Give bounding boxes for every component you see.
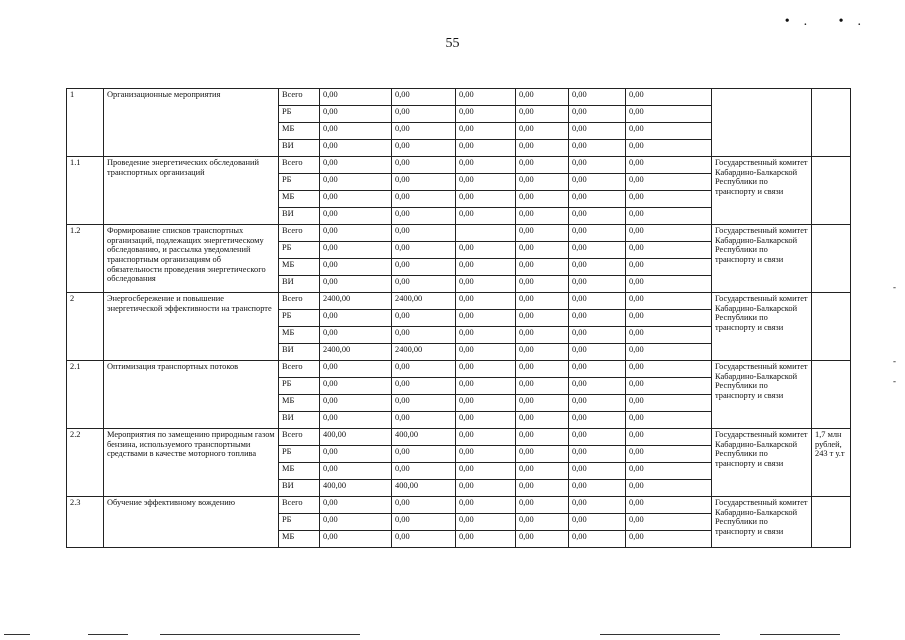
funding-amount: 0,00 (456, 310, 516, 327)
funding-amount: 0,00 (392, 446, 456, 463)
funding-amount: 0,00 (392, 242, 456, 259)
measure-number: 2.3 (67, 497, 104, 548)
funding-amount: 0,00 (569, 259, 626, 276)
funding-amount: 0,00 (320, 259, 392, 276)
funding-amount: 0,00 (569, 106, 626, 123)
funding-amount: 0,00 (320, 276, 392, 293)
expected-result (812, 293, 851, 361)
responsible-executor: Государственный комитет Кабардино-Балкарской Республики по транспорту и связи (712, 429, 812, 497)
table-row (67, 225, 851, 242)
funding-amount: 0,00 (626, 259, 712, 276)
funding-amount: 0,00 (320, 89, 392, 106)
funding-amount: 0,00 (569, 514, 626, 531)
funding-source: МБ (279, 191, 320, 208)
funding-amount: 0,00 (392, 157, 456, 174)
funding-amount: 0,00 (569, 327, 626, 344)
funding-amount: 0,00 (392, 497, 456, 514)
measure-name: Обучение эффективному вождению (104, 497, 279, 548)
funding-amount: 0,00 (456, 446, 516, 463)
funding-amount: 0,00 (626, 429, 712, 446)
funding-amount: 0,00 (516, 293, 569, 310)
funding-source: Всего (279, 157, 320, 174)
funding-source: МБ (279, 531, 320, 548)
funding-amount: 0,00 (569, 242, 626, 259)
funding-amount: 0,00 (456, 497, 516, 514)
funding-amount: 0,00 (320, 191, 392, 208)
funding-source: МБ (279, 327, 320, 344)
funding-amount: 0,00 (456, 293, 516, 310)
funding-amount: 0,00 (516, 497, 569, 514)
expected-result (812, 157, 851, 225)
funding-amount: 400,00 (320, 429, 392, 446)
measure-number: 1.2 (67, 225, 104, 293)
funding-amount: 0,00 (626, 344, 712, 361)
funding-amount: 0,00 (569, 395, 626, 412)
funding-amount: 0,00 (516, 310, 569, 327)
funding-source: ВИ (279, 412, 320, 429)
funding-source: РБ (279, 310, 320, 327)
funding-amount: 0,00 (516, 361, 569, 378)
funding-amount: 0,00 (392, 174, 456, 191)
measure-name: Оптимизация транспортных потоков (104, 361, 279, 429)
funding-amount: 0,00 (320, 531, 392, 548)
funding-amount: 0,00 (320, 514, 392, 531)
measure-number: 1.1 (67, 157, 104, 225)
funding-amount: 0,00 (569, 157, 626, 174)
scan-marks: •. •. (784, 14, 875, 29)
funding-source: Всего (279, 361, 320, 378)
funding-amount: 0,00 (626, 531, 712, 548)
measure-name: Формирование списков транспортных организаций, подлежащих энергетическому обследованию, и рассылка уведомлений транспортным организациям об обязательности проведения энергетического обследования (104, 225, 279, 293)
scan-edge-mark: ‐ (893, 356, 896, 366)
funding-amount: 0,00 (456, 89, 516, 106)
funding-source: Всего (279, 293, 320, 310)
funding-amount: 400,00 (392, 429, 456, 446)
funding-amount: 0,00 (456, 395, 516, 412)
funding-amount: 0,00 (456, 361, 516, 378)
funding-amount: 0,00 (392, 531, 456, 548)
responsible-executor (712, 89, 812, 157)
funding-amount: 0,00 (456, 259, 516, 276)
measure-number: 2.1 (67, 361, 104, 429)
funding-amount: 0,00 (392, 327, 456, 344)
funding-amount: 0,00 (516, 242, 569, 259)
funding-source: Всего (279, 225, 320, 242)
funding-amount: 0,00 (456, 412, 516, 429)
funding-amount: 0,00 (569, 276, 626, 293)
funding-amount: 0,00 (516, 225, 569, 242)
funding-amount: 0,00 (516, 259, 569, 276)
funding-amount: 0,00 (569, 174, 626, 191)
responsible-executor: Государственный комитет Кабардино-Балкарской Республики по транспорту и связи (712, 293, 812, 361)
funding-amount: 0,00 (320, 157, 392, 174)
funding-amount: 2400,00 (320, 293, 392, 310)
funding-source: МБ (279, 463, 320, 480)
funding-amount: 0,00 (569, 412, 626, 429)
funding-source: РБ (279, 174, 320, 191)
funding-amount: 0,00 (569, 361, 626, 378)
funding-amount: 0,00 (626, 123, 712, 140)
measure-name: Мероприятия по замещению природным газом бензина, используемого транспортными средствами в качестве моторного топлива (104, 429, 279, 497)
funding-amount: 0,00 (456, 276, 516, 293)
funding-amount: 0,00 (516, 514, 569, 531)
funding-amount: 0,00 (456, 208, 516, 225)
table-row (67, 361, 851, 378)
funding-amount: 0,00 (456, 123, 516, 140)
funding-amount: 0,00 (626, 140, 712, 157)
funding-amount: 0,00 (392, 106, 456, 123)
funding-amount: 2400,00 (392, 293, 456, 310)
expected-result (812, 497, 851, 548)
funding-amount: 0,00 (626, 480, 712, 497)
funding-amount: 0,00 (392, 208, 456, 225)
funding-amount: 0,00 (516, 378, 569, 395)
funding-source: РБ (279, 378, 320, 395)
funding-amount: 0,00 (320, 395, 392, 412)
funding-amount: 0,00 (320, 106, 392, 123)
funding-source: Всего (279, 497, 320, 514)
funding-amount: 0,00 (516, 395, 569, 412)
funding-amount: 0,00 (626, 191, 712, 208)
funding-amount: 0,00 (569, 293, 626, 310)
table-row (67, 497, 851, 514)
funding-amount: 0,00 (626, 361, 712, 378)
measures-table (66, 88, 851, 548)
funding-amount: 0,00 (456, 157, 516, 174)
funding-source: ВИ (279, 480, 320, 497)
table-row (67, 429, 851, 446)
funding-amount: 0,00 (516, 531, 569, 548)
expected-result (812, 225, 851, 293)
funding-amount: 0,00 (516, 174, 569, 191)
funding-amount: 0,00 (569, 191, 626, 208)
funding-amount: 0,00 (456, 344, 516, 361)
funding-amount: 0,00 (626, 276, 712, 293)
funding-amount: 0,00 (516, 276, 569, 293)
funding-source: МБ (279, 123, 320, 140)
funding-amount: 0,00 (626, 174, 712, 191)
measure-number: 2 (67, 293, 104, 361)
funding-source: Всего (279, 429, 320, 446)
funding-amount (456, 225, 516, 242)
funding-amount: 0,00 (456, 174, 516, 191)
funding-amount: 0,00 (626, 446, 712, 463)
funding-amount: 0,00 (392, 123, 456, 140)
table-row (67, 157, 851, 174)
funding-source: ВИ (279, 140, 320, 157)
table-row (67, 293, 851, 310)
funding-amount: 0,00 (320, 446, 392, 463)
funding-amount: 0,00 (320, 242, 392, 259)
funding-amount: 0,00 (392, 361, 456, 378)
scan-edge-mark: ‐ (893, 376, 896, 386)
funding-amount: 0,00 (569, 446, 626, 463)
funding-amount: 0,00 (320, 378, 392, 395)
funding-amount: 400,00 (320, 480, 392, 497)
funding-amount: 0,00 (569, 463, 626, 480)
funding-source: Всего (279, 89, 320, 106)
funding-amount: 0,00 (516, 208, 569, 225)
funding-amount: 0,00 (456, 480, 516, 497)
funding-amount: 0,00 (626, 378, 712, 395)
funding-amount: 0,00 (320, 140, 392, 157)
page-number: 55 (445, 36, 460, 51)
funding-source: МБ (279, 259, 320, 276)
table-body (67, 89, 851, 548)
funding-amount: 0,00 (516, 480, 569, 497)
funding-amount: 2400,00 (392, 344, 456, 361)
expected-result: 1,7 млн рублей, 243 т у.т (812, 429, 851, 497)
funding-amount: 0,00 (456, 191, 516, 208)
funding-amount: 0,00 (626, 412, 712, 429)
measure-number: 1 (67, 89, 104, 157)
funding-amount: 2400,00 (320, 344, 392, 361)
funding-amount: 0,00 (569, 225, 626, 242)
scan-edge-mark: ‐ (893, 282, 896, 292)
measure-number: 2.2 (67, 429, 104, 497)
funding-amount: 0,00 (569, 531, 626, 548)
funding-amount: 0,00 (569, 208, 626, 225)
scan-bottom-lines (0, 633, 905, 637)
funding-amount: 0,00 (516, 123, 569, 140)
funding-amount: 0,00 (516, 106, 569, 123)
funding-amount: 0,00 (320, 174, 392, 191)
funding-source: МБ (279, 395, 320, 412)
funding-amount: 0,00 (516, 327, 569, 344)
funding-amount: 0,00 (569, 310, 626, 327)
funding-amount: 0,00 (626, 497, 712, 514)
funding-amount: 0,00 (516, 89, 569, 106)
expected-result (812, 89, 851, 157)
funding-source: РБ (279, 106, 320, 123)
measure-name: Проведение энергетических обследований транспортных организаций (104, 157, 279, 225)
funding-amount: 0,00 (569, 378, 626, 395)
funding-amount: 0,00 (626, 293, 712, 310)
funding-source: РБ (279, 446, 320, 463)
funding-amount: 0,00 (392, 463, 456, 480)
funding-amount: 0,00 (456, 463, 516, 480)
funding-amount: 400,00 (392, 480, 456, 497)
funding-amount: 0,00 (320, 123, 392, 140)
funding-source: ВИ (279, 208, 320, 225)
funding-amount: 0,00 (392, 259, 456, 276)
funding-amount: 0,00 (516, 446, 569, 463)
funding-amount: 0,00 (626, 310, 712, 327)
expected-result (812, 361, 851, 429)
funding-amount: 0,00 (392, 276, 456, 293)
funding-amount: 0,00 (456, 514, 516, 531)
funding-amount: 0,00 (626, 327, 712, 344)
funding-source: РБ (279, 514, 320, 531)
funding-amount: 0,00 (320, 225, 392, 242)
table-row (67, 89, 851, 106)
funding-amount: 0,00 (392, 191, 456, 208)
funding-amount: 0,00 (392, 412, 456, 429)
funding-amount: 0,00 (456, 531, 516, 548)
funding-amount: 0,00 (626, 395, 712, 412)
responsible-executor: Государственный комитет Кабардино-Балкарской Республики по транспорту и связи (712, 157, 812, 225)
funding-amount: 0,00 (516, 412, 569, 429)
funding-amount: 0,00 (626, 157, 712, 174)
funding-amount: 0,00 (392, 378, 456, 395)
funding-amount: 0,00 (456, 327, 516, 344)
funding-source: РБ (279, 242, 320, 259)
funding-source: ВИ (279, 276, 320, 293)
funding-amount: 0,00 (456, 140, 516, 157)
funding-amount: 0,00 (516, 157, 569, 174)
funding-amount: 0,00 (516, 140, 569, 157)
responsible-executor: Государственный комитет Кабардино-Балкарской Республики по транспорту и связи (712, 225, 812, 293)
responsible-executor: Государственный комитет Кабардино-Балкарской Республики по транспорту и связи (712, 361, 812, 429)
funding-amount: 0,00 (569, 480, 626, 497)
funding-amount: 0,00 (392, 140, 456, 157)
funding-amount: 0,00 (569, 89, 626, 106)
funding-amount: 0,00 (392, 225, 456, 242)
funding-amount: 0,00 (569, 429, 626, 446)
funding-amount: 0,00 (320, 310, 392, 327)
funding-amount: 0,00 (626, 242, 712, 259)
funding-amount: 0,00 (569, 497, 626, 514)
funding-amount: 0,00 (626, 514, 712, 531)
funding-amount: 0,00 (569, 123, 626, 140)
funding-amount: 0,00 (320, 412, 392, 429)
funding-amount: 0,00 (569, 344, 626, 361)
funding-amount: 0,00 (626, 225, 712, 242)
funding-amount: 0,00 (626, 208, 712, 225)
funding-amount: 0,00 (320, 497, 392, 514)
responsible-executor: Государственный комитет Кабардино-Балкарской Республики по транспорту и связи (712, 497, 812, 548)
funding-amount: 0,00 (516, 463, 569, 480)
funding-amount: 0,00 (320, 463, 392, 480)
measure-name: Организационные мероприятия (104, 89, 279, 157)
funding-amount: 0,00 (392, 89, 456, 106)
funding-amount: 0,00 (516, 191, 569, 208)
funding-amount: 0,00 (456, 106, 516, 123)
funding-amount: 0,00 (456, 429, 516, 446)
measure-name: Энергосбережение и повышение энергетической эффективности на транспорте (104, 293, 279, 361)
funding-amount: 0,00 (392, 514, 456, 531)
funding-amount: 0,00 (626, 106, 712, 123)
funding-amount: 0,00 (516, 344, 569, 361)
funding-amount: 0,00 (320, 361, 392, 378)
funding-amount: 0,00 (456, 242, 516, 259)
funding-amount: 0,00 (392, 310, 456, 327)
funding-amount: 0,00 (626, 463, 712, 480)
funding-amount: 0,00 (392, 395, 456, 412)
funding-amount: 0,00 (456, 378, 516, 395)
funding-amount: 0,00 (320, 327, 392, 344)
funding-amount: 0,00 (626, 89, 712, 106)
funding-amount: 0,00 (569, 140, 626, 157)
funding-source: ВИ (279, 344, 320, 361)
funding-amount: 0,00 (320, 208, 392, 225)
funding-amount: 0,00 (516, 429, 569, 446)
